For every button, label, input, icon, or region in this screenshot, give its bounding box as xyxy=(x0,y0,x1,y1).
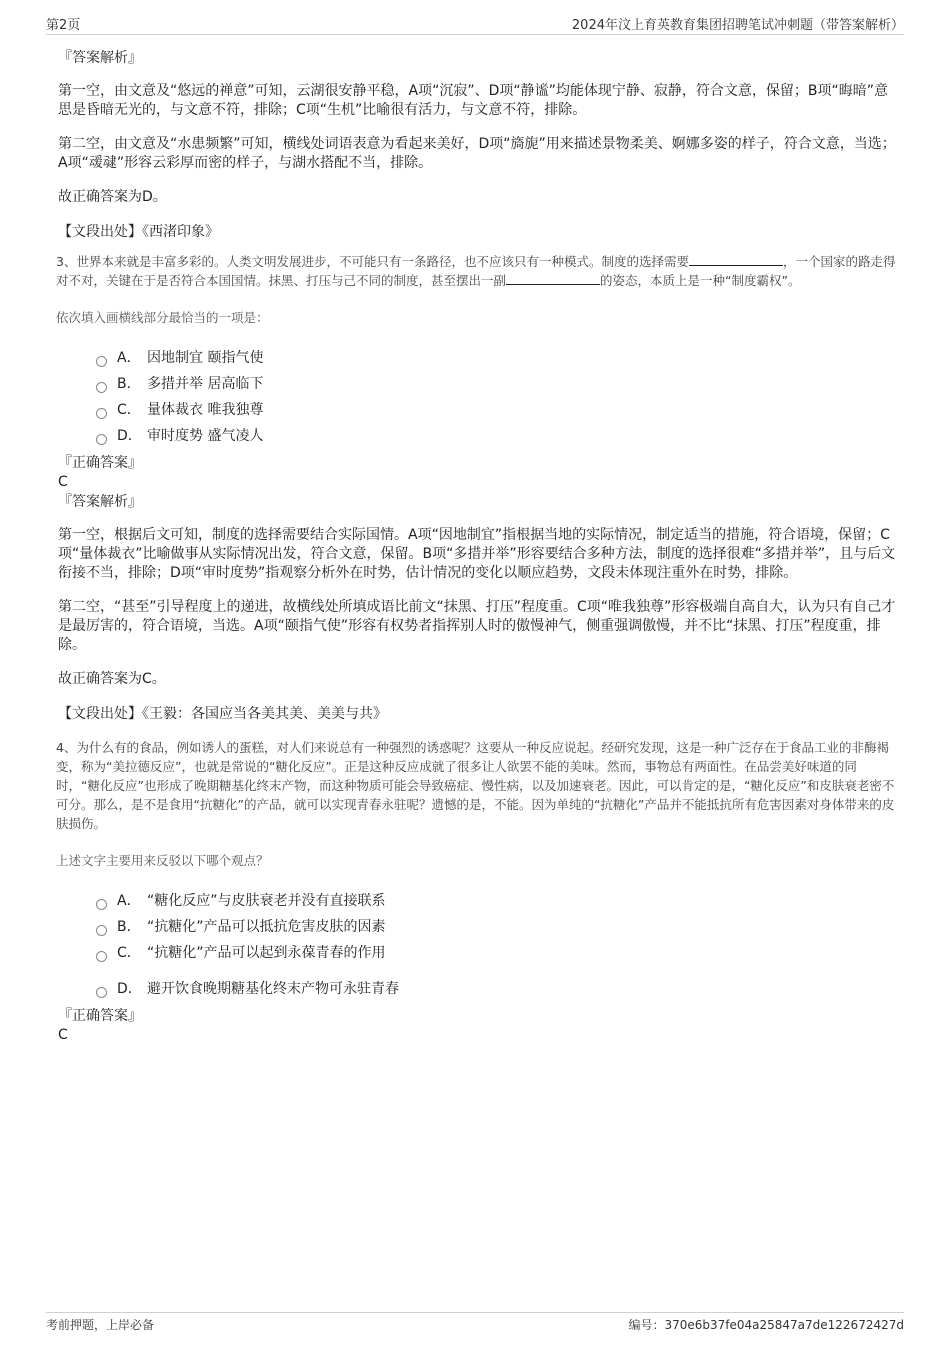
question-4-text: 4、为什么有的食品，例如诱人的蛋糕，对人们来说总有一种强烈的诱惑呢？这要从一种反应说起。经研究发现，这是一种广泛存在于食品工业的非酶褐变，称为“美拉德反应”，也就是常说的“糖化反应”。正是这种反应成就了很多让人欲罢不能的美味。然而，事物总有两面性。在品尝美好味道的同时，“糖化反应”也形成了晚期糖基化终末产物，而这种物质可能会导致癌症、慢性病，以及加速衰老。因此，可以肯定的是，“糖化反应”和皮肤衰老密不可分。那么，是不是食用“抗糖化”的产品，就可以实现青春永驻呢？遗憾的是，不能。因为单纯的“抗糖化”产品并不能抵抗所有危害因素对身体带来的皮肤损伤。 xyxy=(56,740,895,831)
option-a[interactable]: A． “糖化反应”与皮肤衰老并没有直接联系 xyxy=(96,887,900,913)
correct-answer-label: 『正确答案』 xyxy=(58,1008,142,1024)
page-content xyxy=(56,44,900,1045)
conclusion: 故正确答案为C。 xyxy=(58,671,166,687)
option-c[interactable]: C． “抗糖化”产品可以起到永葆青春的作用 xyxy=(96,939,900,965)
correct-answer: C xyxy=(58,474,68,490)
document-id: 编号：370e6b37fe04a25847a7de122672427d xyxy=(628,1318,904,1332)
question-prompt: 依次填入画横线部分最恰当的一项是： xyxy=(56,310,269,325)
conclusion: 故正确答案为D。 xyxy=(58,189,167,205)
radio-icon[interactable] xyxy=(96,356,107,367)
radio-icon[interactable] xyxy=(96,925,107,936)
page-number: 第2页 xyxy=(46,18,81,33)
radio-icon[interactable] xyxy=(96,951,107,962)
option-c[interactable]: C． 量体裁衣 唯我独尊 xyxy=(96,396,900,422)
option-d[interactable]: D． 避开饮食晚期糖基化终末产物可永驻青春 xyxy=(96,975,900,1001)
correct-answer-label: 『正确答案』 xyxy=(58,455,142,471)
question-3-text: 3、世界本来就是丰富多彩的。人类文明发展进步，不可能只有一条路径，也不应该只有一种模式。制度的选择需要 ，一个国家的路走得对不对，关键在于是否符合本国国情。抹黑、打压与己不同的制度，甚至摆出一副 的姿态，本质上是一种“制度霸权”。 xyxy=(56,254,896,288)
radio-icon[interactable] xyxy=(96,899,107,910)
question-4-options xyxy=(96,887,900,1001)
page-footer xyxy=(46,1312,904,1338)
analysis-paragraph: 第二空，“甚至”引导程度上的递进，故横线处所填成语比前文“抹黑、打压”程度重。C项“唯我独尊”形容极端自高自大，认为只有自己才是最厉害的，符合语境，当选。A项“颐指气使”形容有权势者指挥别人时的傲慢神气，侧重强调傲慢，并不比“抹黑、打压”程度重，排除。 xyxy=(58,599,896,653)
option-b[interactable]: B． “抗糖化”产品可以抵抗危害皮肤的因素 xyxy=(96,913,900,939)
analysis-paragraph: 第二空，由文意及“水患频繁”可知，横线处词语表意为看起来美好，D项“旖旎”用来描述景物柔美、婀娜多姿的样子，符合文意，当选；A项“叆叇”形容云彩厚而密的样子，与湖水搭配不当，排除。 xyxy=(58,136,896,171)
radio-icon[interactable] xyxy=(96,382,107,393)
analysis-paragraph: 第一空，根据后文可知，制度的选择需要结合实际国情。A项“因地制宜”指根据当地的实际情况，制定适当的措施，符合语境，保留；C项“量体裁衣”比喻做事从实际情况出发，符合文意，保留。B项“多措并举”形容要结合多种方法，制度的选择很难“多措并举”，且与后文衔接不当，排除；D项“审时度势”指观察分析外在时势，估计情况的变化以顺应趋势，文段未体现注重外在时势，排除。 xyxy=(58,527,896,581)
question-3-options xyxy=(96,344,900,448)
option-d[interactable]: D． 审时度势 盛气凌人 xyxy=(96,422,900,448)
radio-icon[interactable] xyxy=(96,987,107,998)
analysis-label: 『答案解析』 xyxy=(58,50,142,66)
option-b[interactable]: B． 多措并举 居高临下 xyxy=(96,370,900,396)
option-a[interactable]: A． 因地制宜 颐指气使 xyxy=(96,344,900,370)
blank-line xyxy=(506,272,600,285)
footer-slogan: 考前押题，上岸必备 xyxy=(46,1318,155,1332)
question-prompt: 上述文字主要用来反驳以下哪个观点？ xyxy=(56,853,269,868)
document-title: 2024年汶上育英教育集团招聘笔试冲刺题（带答案解析） xyxy=(571,18,904,33)
page-header xyxy=(46,14,904,35)
analysis-label: 『答案解析』 xyxy=(58,494,142,510)
analysis-paragraph: 第一空，由文意及“悠远的禅意”可知，云湖很安静平稳，A项“沉寂”、D项“静谧”均能体现宁静、寂静，符合文意，保留；B项“晦暗”意思是昏暗无光的，与文意不符，排除；C项“生机”比喻很有活力，与文意不符，排除。 xyxy=(58,83,888,118)
blank-line xyxy=(689,253,783,266)
passage-source: 【文段出处】《西渚印象》 xyxy=(58,224,219,240)
passage-source: 【文段出处】《王毅：各国应当各美其美、美美与共》 xyxy=(58,706,387,722)
correct-answer: C xyxy=(58,1027,68,1043)
radio-icon[interactable] xyxy=(96,434,107,445)
radio-icon[interactable] xyxy=(96,408,107,419)
